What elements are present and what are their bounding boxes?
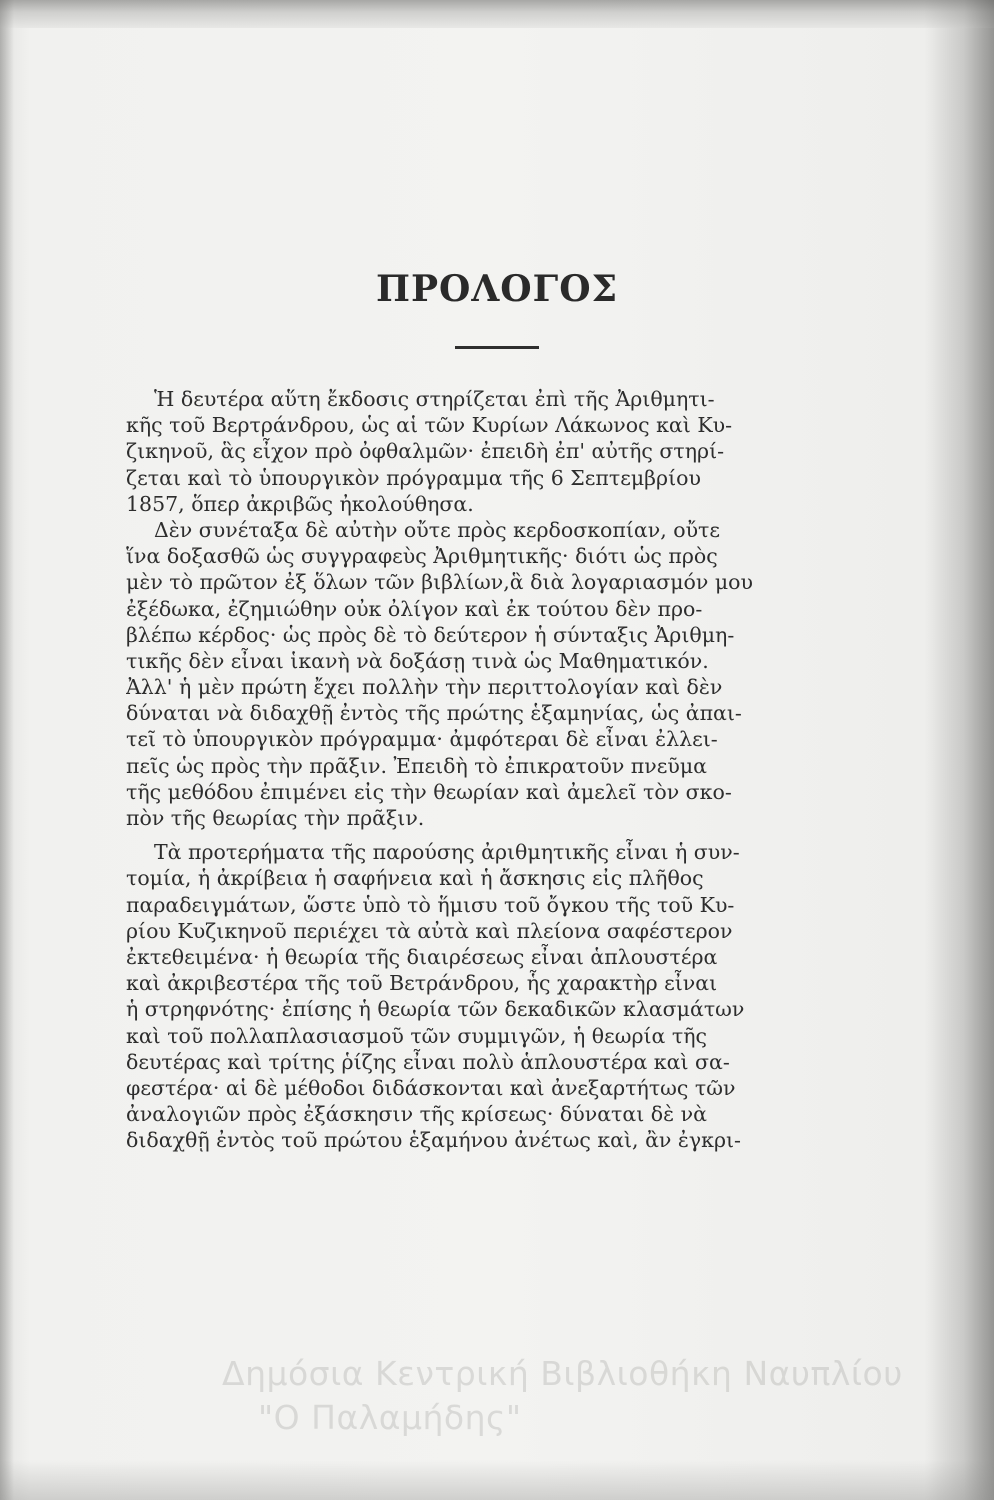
text-line: ἵνα δοξασθῶ ὡς συγγραφεὺς Ἀριθμητικῆς· διότι ὡς πρὸς bbox=[126, 544, 718, 569]
text-line: τομία, ἡ ἀκρίβεια ἡ σαφήνεια καὶ ἡ ἄσκησις εἰς πλῆθος bbox=[126, 866, 704, 891]
text-line: καὶ τοῦ πολλαπλασιασμοῦ τῶν συμμιγῶν, ἡ θεωρία τῆς bbox=[126, 1023, 708, 1048]
library-watermark bbox=[222, 1352, 903, 1440]
text-line: τικῆς δὲν εἶναι ἱκανὴ νὰ δοξάσῃ τινὰ ὡς Μαθηματικόν. bbox=[126, 648, 709, 673]
text-line: ζεται καὶ τὸ ὑπουργικὸν πρόγραμμα τῆς 6 Σεπτεμβρίου bbox=[126, 465, 701, 490]
title-divider bbox=[455, 346, 539, 349]
text-line: πεῖς ὡς πρὸς τὴν πρᾶξιν. Ἐπειδὴ τὸ ἐπικρατοῦν πνεῦμα bbox=[126, 753, 707, 778]
page-top-edge-shadow bbox=[0, 0, 994, 28]
watermark-line-1: Δημόσια Κεντρική Βιβλιοθήκη Ναυπλίου bbox=[222, 1354, 903, 1393]
body-text bbox=[126, 386, 770, 1153]
text-line: διδαχθῇ ἐντὸς τοῦ πρώτου ἑξαμήνου ἀνέτως καὶ, ἂν ἐγκρι- bbox=[126, 1128, 741, 1153]
text-line: Ἡ δευτέρα αὕτη ἔκδοσις στηρίζεται ἐπὶ τῆς Ἀριθμητι- bbox=[154, 387, 715, 411]
page-right-edge-shadow bbox=[924, 0, 994, 1500]
text-line: πὸν τῆς θεωρίας τὴν πρᾶξιν. bbox=[126, 806, 425, 830]
text-line: Δὲν συνέταξα δὲ αὐτὴν οὔτε πρὸς κερδοσκοπίαν, οὔτε bbox=[154, 517, 721, 542]
text-line: δύναται νὰ διδαχθῇ ἐντὸς τῆς πρώτης ἑξαμηνίας, ὡς ἀπαι- bbox=[126, 701, 742, 726]
text-line: καὶ ἀκριβεστέρα τῆς τοῦ Βετράνδρου, ἧς χαρακτὴρ εἶναι bbox=[126, 971, 718, 996]
text-line: μὲν τὸ πρῶτον ἐξ ὅλων τῶν βιβλίων,ἃ διὰ λογαριασμόν μου bbox=[126, 570, 753, 595]
page-left-edge-shadow bbox=[0, 0, 14, 1500]
text-line: ἀναλογιῶν πρὸς ἐξάσκησιν τῆς κρίσεως· δύναται δὲ νὰ bbox=[126, 1102, 707, 1127]
text-line: ἡ στρηφνότης· ἐπίσης ἡ θεωρία τῶν δεκαδικῶν κλασμάτων bbox=[126, 997, 745, 1022]
text-line: παραδειγμάτων, ὥστε ὑπὸ τὸ ἥμισυ τοῦ ὄγκου τῆς τοῦ Κυ- bbox=[126, 892, 735, 917]
text-line: ζικηνοῦ, ἃς εἶχον πρὸ ὀφθαλμῶν· ἐπειδὴ ἐπ' αὐτῆς στηρί- bbox=[126, 439, 725, 464]
watermark-line-2: "Ο Παλαμήδης" bbox=[258, 1398, 522, 1437]
text-line: τεῖ τὸ ὑπουργικὸν πρόγραμμα· ἀμφότεραι δὲ εἶναι ἐλλει- bbox=[126, 727, 718, 752]
text-line: ρίου Κυζικηνοῦ περιέχει τὰ αὐτὰ καὶ πλείονα σαφέστερον bbox=[126, 918, 733, 943]
text-line: ἐξέδωκα, ἐζημιώθην οὐκ ὀλίγον καὶ ἐκ τούτου δὲν προ- bbox=[126, 596, 703, 621]
text-line: κῆς τοῦ Βερτράνδρου, ὡς αἱ τῶν Κυρίων Λάκωνος καὶ Κυ- bbox=[126, 413, 733, 438]
text-line: τῆς μεθόδου ἐπιμένει εἰς τὴν θεωρίαν καὶ ἀμελεῖ τὸν σκο- bbox=[126, 779, 732, 804]
text-line: φεστέρα· αἱ δὲ μέθοδοι διδάσκονται καὶ ἀνεξαρτήτως τῶν bbox=[126, 1075, 736, 1100]
text-line: 1857, ὅπερ ἀκριβῶς ἠκολούθησα. bbox=[126, 491, 474, 516]
page-bottom-edge-shadow bbox=[0, 1460, 994, 1500]
text-line: δευτέρας καὶ τρίτης ῥίζης εἶναι πολὺ ἁπλουστέρα καὶ σα- bbox=[126, 1049, 730, 1074]
page-title: ΠΡΟΛΟΓΟΣ bbox=[375, 268, 619, 310]
text-line: βλέπω κέρδος· ὡς πρὸς δὲ τὸ δεύτερον ἡ σύνταξις Ἀριθμη- bbox=[126, 622, 735, 647]
paragraph-gap bbox=[126, 831, 770, 839]
text-line: ἐκτεθειμένα· ἡ θεωρία τῆς διαιρέσεως εἶναι ἁπλουστέρα bbox=[126, 944, 718, 969]
text-line: Ἀλλ' ἡ μὲν πρώτη ἔχει πολλὴν τὴν περιττολογίαν καὶ δὲν bbox=[126, 675, 723, 700]
text-line: Τὰ προτερήματα τῆς παρούσης ἀριθμητικῆς εἶναι ἡ συν- bbox=[154, 840, 740, 865]
